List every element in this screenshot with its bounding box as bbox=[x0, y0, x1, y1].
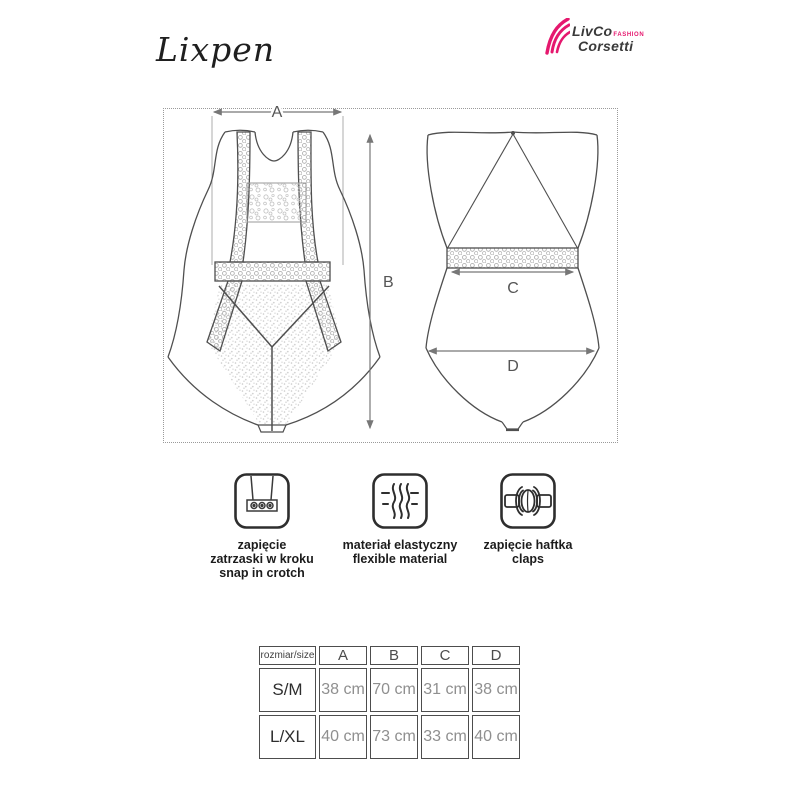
table-header-cell: D bbox=[472, 646, 520, 665]
feature-caption-line: zatrzaski w kroku bbox=[210, 552, 314, 566]
label-b: B bbox=[383, 274, 394, 291]
size-table-header-row bbox=[259, 646, 520, 665]
table-value-cell: 73 cm bbox=[370, 715, 418, 759]
table-header-cell: C bbox=[421, 646, 469, 665]
label-a: A bbox=[271, 104, 283, 121]
size-table-row bbox=[259, 668, 520, 712]
table-value-cell: 40 cm bbox=[319, 715, 367, 759]
table-value-cell: 40 cm bbox=[472, 715, 520, 759]
elastic-material-icon bbox=[372, 473, 428, 529]
table-header-cell: B bbox=[370, 646, 418, 665]
feature-caption-line: materiał elastyczny bbox=[342, 538, 458, 552]
feature-caption-line: zapięcie bbox=[237, 538, 287, 552]
table-size-cell: L/XL bbox=[259, 715, 316, 759]
table-size-cell: S/M bbox=[259, 668, 316, 712]
table-value-cell: 31 cm bbox=[421, 668, 469, 712]
feature-caption-line: claps bbox=[512, 552, 544, 566]
feature-caption-line: snap in crotch bbox=[219, 566, 305, 580]
feature-item-snap bbox=[192, 473, 332, 580]
brand-logo bbox=[544, 18, 644, 58]
page-title: Lixpen bbox=[156, 30, 275, 69]
brand-name-corsetti: Corsetti bbox=[578, 38, 634, 54]
label-d: D bbox=[507, 358, 519, 375]
brand-name-livco: LivCo bbox=[572, 23, 613, 39]
table-value-cell: 33 cm bbox=[421, 715, 469, 759]
brand-swoosh-icon bbox=[544, 18, 570, 58]
garment-diagram bbox=[150, 95, 630, 460]
table-corner-cell: rozmiar/size bbox=[259, 646, 316, 665]
label-c: C bbox=[507, 280, 519, 297]
brand-tagline: FASHION bbox=[613, 32, 645, 38]
feature-caption-line: zapięcie haftka bbox=[483, 538, 573, 552]
table-value-cell: 38 cm bbox=[319, 668, 367, 712]
clasp-icon bbox=[500, 473, 556, 529]
snap-crotch-icon bbox=[234, 473, 290, 529]
feature-item-elastic bbox=[334, 473, 466, 566]
front-view-drawing bbox=[168, 116, 380, 432]
table-value-cell: 38 cm bbox=[472, 668, 520, 712]
size-table-row bbox=[259, 715, 520, 759]
feature-caption-line: flexible material bbox=[352, 552, 448, 566]
table-value-cell: 70 cm bbox=[370, 668, 418, 712]
feature-item-clasp bbox=[462, 473, 594, 566]
table-header-cell: A bbox=[319, 646, 367, 665]
size-table bbox=[256, 643, 523, 762]
